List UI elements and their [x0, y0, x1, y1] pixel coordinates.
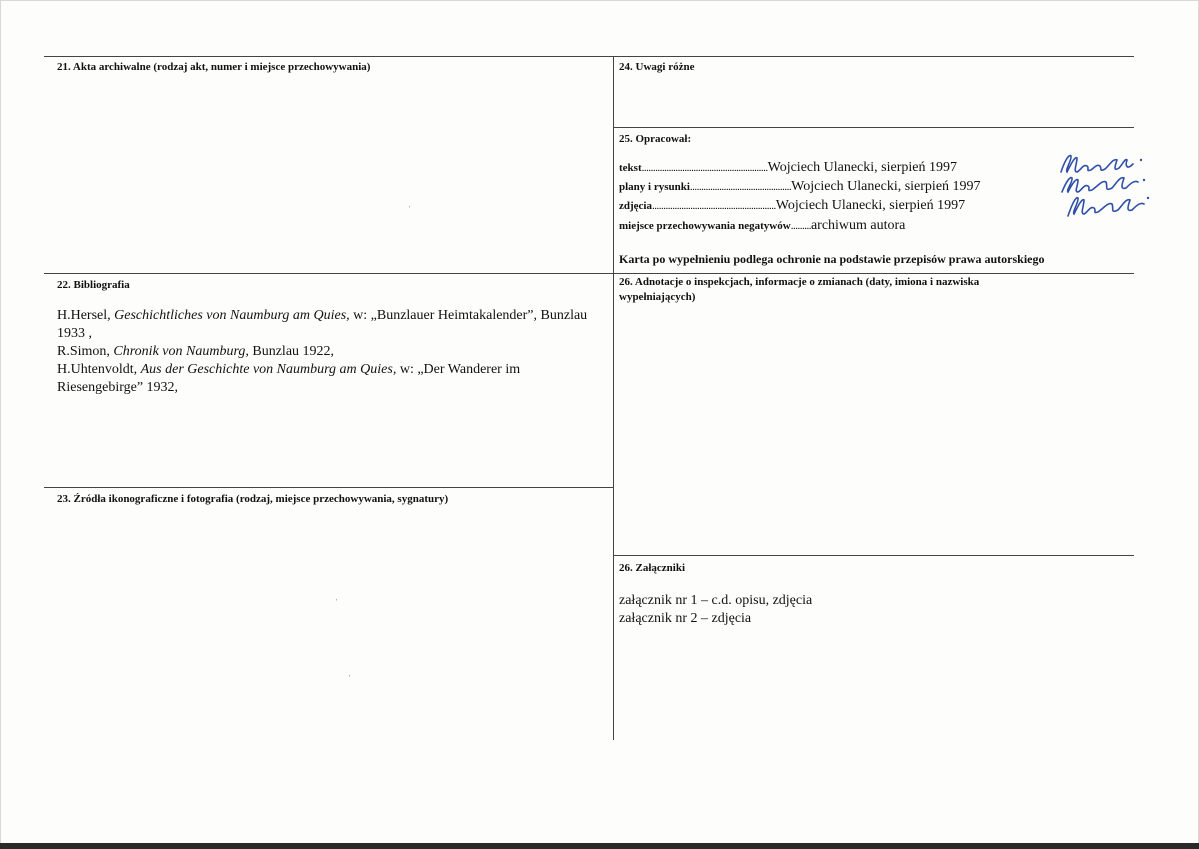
attachments-list [619, 592, 812, 628]
row-value: Wojciech Ulanecki, sierpień 1997 [767, 160, 957, 175]
row-dots: ............................................. [689, 181, 792, 193]
top-rule [44, 56, 1134, 57]
author-row-text [619, 160, 957, 176]
column-divider [613, 56, 614, 740]
row-value: Wojciech Ulanecki, sierpień 1997 [775, 198, 966, 213]
section-26-heading-line2: wypełniających) [619, 291, 696, 303]
section-26-attachments-heading: 26. Załączniki [619, 562, 686, 574]
bibliography-entry [57, 307, 602, 343]
entry-title: Chronik von Naumburg, [113, 344, 249, 359]
scan-bottom-edge [0, 843, 1199, 849]
row-label: zdjęcia [619, 200, 652, 212]
negatives-row [619, 218, 905, 234]
entry-title: Geschichtliches von Naumburg am Quies, [114, 308, 350, 323]
entry-rest: w: „Bunzlauer Heimtakalender”, Bunzlau 1933 , [57, 308, 588, 341]
scan-speck: ˈ [408, 205, 412, 216]
section-21-heading: 21. Akta archiwalne (rodzaj akt, numer i miejsce przechowywania) [57, 61, 371, 73]
signature-photos [1062, 190, 1154, 220]
rule-22-23 [44, 487, 614, 488]
section-23-heading: 23. Źródła ikonograficzne i fotografia (rodzaj, miejsce przechowywania, sygnatury) [57, 493, 449, 505]
rule-21-22 [44, 273, 1134, 274]
scan-speck: ˌ [348, 666, 352, 677]
entry-rest: Bunzlau 1922, [248, 344, 335, 359]
row-value: Wojciech Ulanecki, sierpień 1997 [791, 179, 981, 194]
attachment-item: załącznik nr 1 – c.d. opisu, zdjęcia [619, 593, 813, 608]
row-dots: ....................................................... [651, 200, 776, 212]
row-dots: ........................................................ [641, 162, 768, 174]
entry-title: Aus der Geschichte von Naumburg am Quies, [140, 362, 397, 377]
negatives-value: archiwum autora [810, 218, 906, 233]
scan-speck: ˈ [335, 598, 339, 609]
row-label: tekst [619, 162, 642, 174]
author-row-plans [619, 179, 981, 195]
negatives-dots: ......... [790, 220, 811, 232]
section-26-heading-line1: 26. Adnotacje o inspekcjach, informacje o zmianach (daty, imiona i nazwiska [619, 276, 980, 288]
copyright-note: Karta po wypełnieniu podlega ochronie na podstawie przepisów prawa autorskiego [619, 252, 1045, 266]
section-25-heading: 25. Opracował: [619, 133, 692, 145]
entry-author: H.Uhtenvoldt, [57, 362, 141, 377]
author-row-photos [619, 198, 965, 214]
negatives-label: miejsce przechowywania negatywów [619, 220, 791, 232]
rule-24-25 [614, 127, 1134, 128]
row-label: plany i rysunki [619, 181, 690, 193]
section-24-heading: 24. Uwagi różne [619, 61, 695, 73]
bibliography-entry [57, 343, 602, 361]
entry-author: R.Simon, [57, 344, 114, 359]
section-22-heading: 22. Bibliografia [57, 279, 130, 291]
entry-author: H.Hersel, [57, 308, 115, 323]
bibliography-entry [57, 361, 602, 397]
entry-rest: w: „Der Wanderer im Riesengebirge” 1932, [57, 362, 521, 395]
bibliography-list [57, 307, 602, 397]
attachment-item: załącznik nr 2 – zdjęcia [619, 611, 752, 626]
rule-26-attachments [614, 555, 1134, 556]
